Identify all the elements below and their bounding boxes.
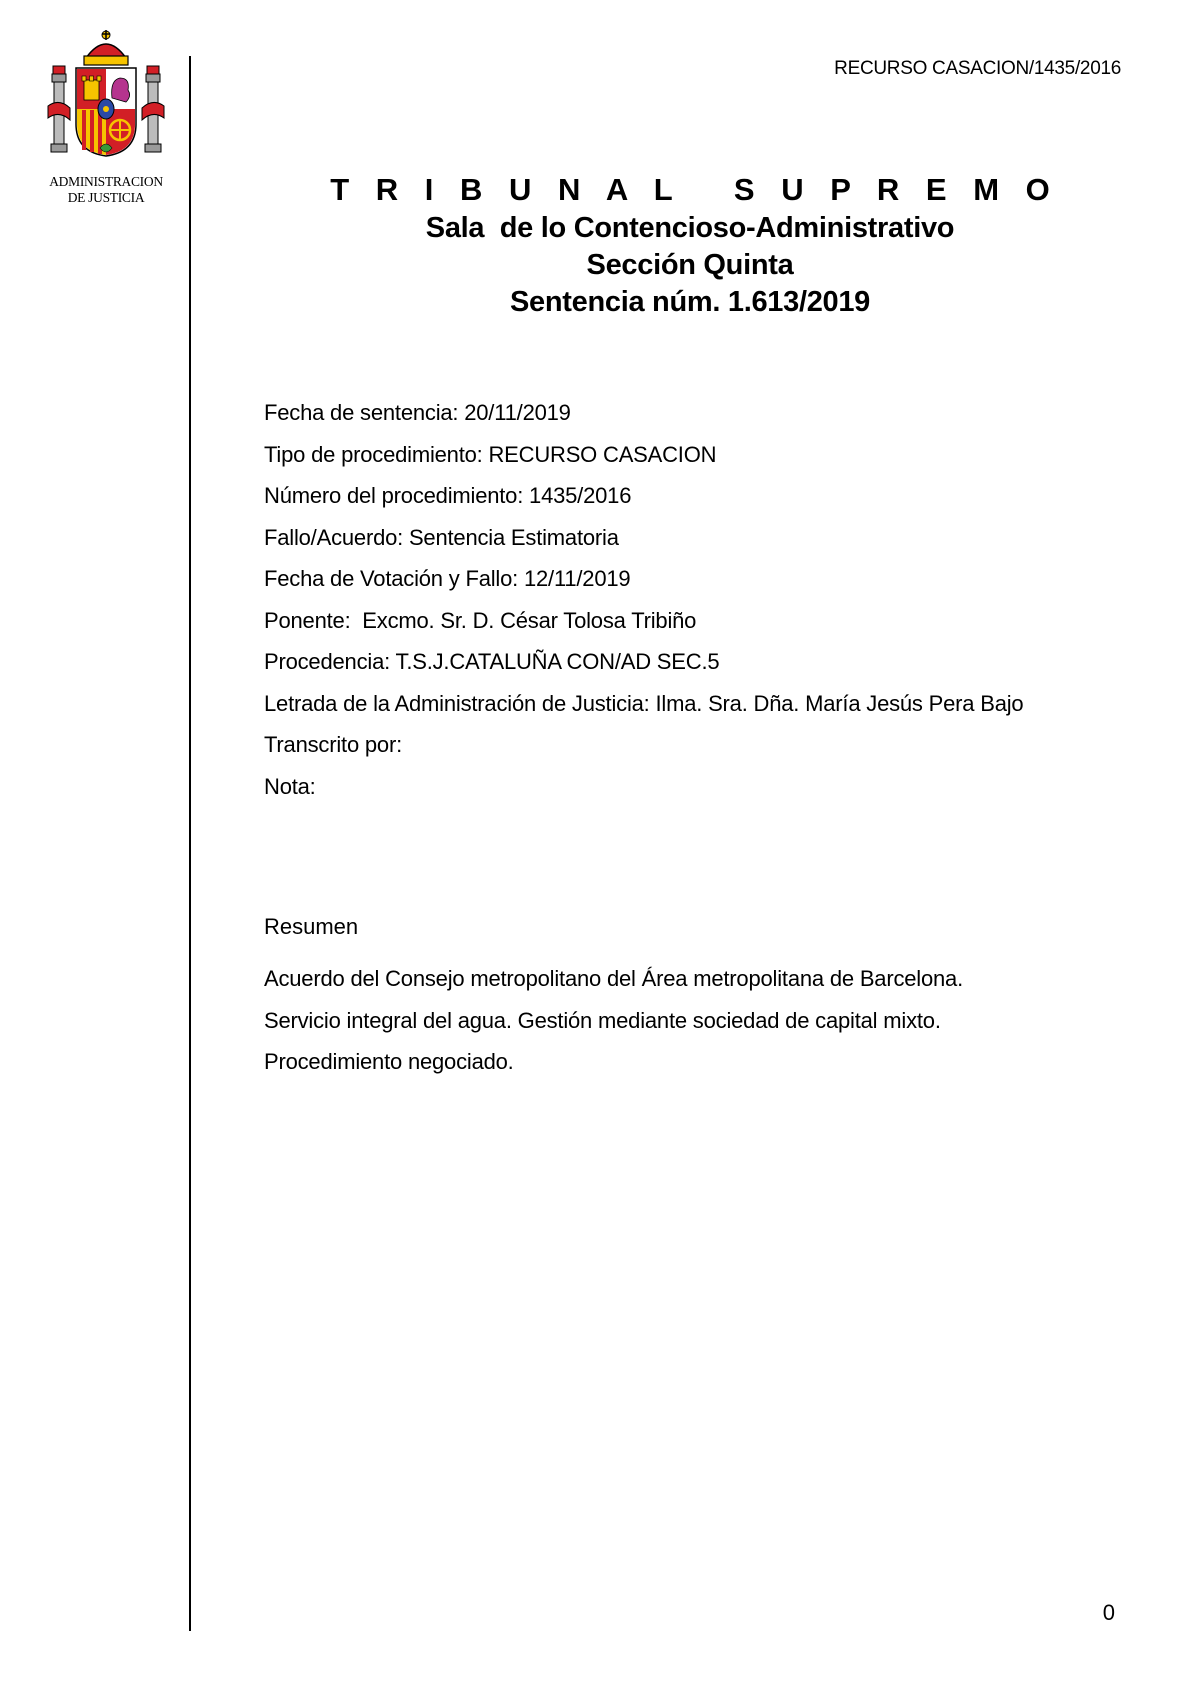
meta-transcrito: Transcrito por: [264,732,403,757]
meta-fecha-votacion: Fecha de Votación y Fallo: 12/11/2019 [264,566,631,591]
emblem-block [36,28,176,208]
meta-numero-procedimiento: Número del procedimiento: 1435/2016 [264,483,632,508]
emblem-caption-line1: ADMINISTRACION [49,174,163,189]
title-block [300,170,1080,321]
section-name: Sección Quinta [586,249,794,281]
case-metadata [264,392,1104,807]
meta-fecha-sentencia: Fecha de sentencia: 20/11/2019 [264,400,571,425]
meta-nota: Nota: [264,773,316,799]
chamber-name: Sala de lo Contencioso-Administrativo [425,212,955,244]
meta-ponente: Ponente: Excmo. Sr. D. César Tolosa Tribiño [264,607,697,633]
emblem-caption-line2: DE JUSTICIA [67,190,145,205]
summary-line: Acuerdo del Consejo metropolitano del Área metropolitana de Barcelona. [264,966,963,991]
meta-procedencia: Procedencia: T.S.J.CATALUÑA CON/AD SEC.5 [264,649,720,674]
summary-line: Servicio integral del agua. Gestión mediante sociedad de capital mixto. [264,1007,941,1033]
court-name: T R I B U N A L S U P R E M O [330,172,1059,207]
summary-heading: Resumen [264,914,359,939]
case-reference: RECURSO CASACION/1435/2016 [834,58,1121,79]
meta-fallo-acuerdo: Fallo/Acuerdo: Sentencia Estimatoria [264,524,619,550]
spain-coat-of-arms-icon [44,28,168,164]
summary-line: Procedimiento negociado. [264,1049,514,1074]
emblem-caption [36,174,176,206]
page-number: 0 [1102,1600,1115,1625]
meta-tipo-procedimiento: Tipo de procedimiento: RECURSO CASACION [264,441,717,467]
margin-rule [189,56,191,1631]
meta-letrada: Letrada de la Administración de Justicia: Ilma. Sra. Dña. María Jesús Pera Bajo [264,690,1024,716]
judgment-number: Sentencia núm. 1.613/2019 [509,286,871,318]
summary-text [264,958,1104,1083]
